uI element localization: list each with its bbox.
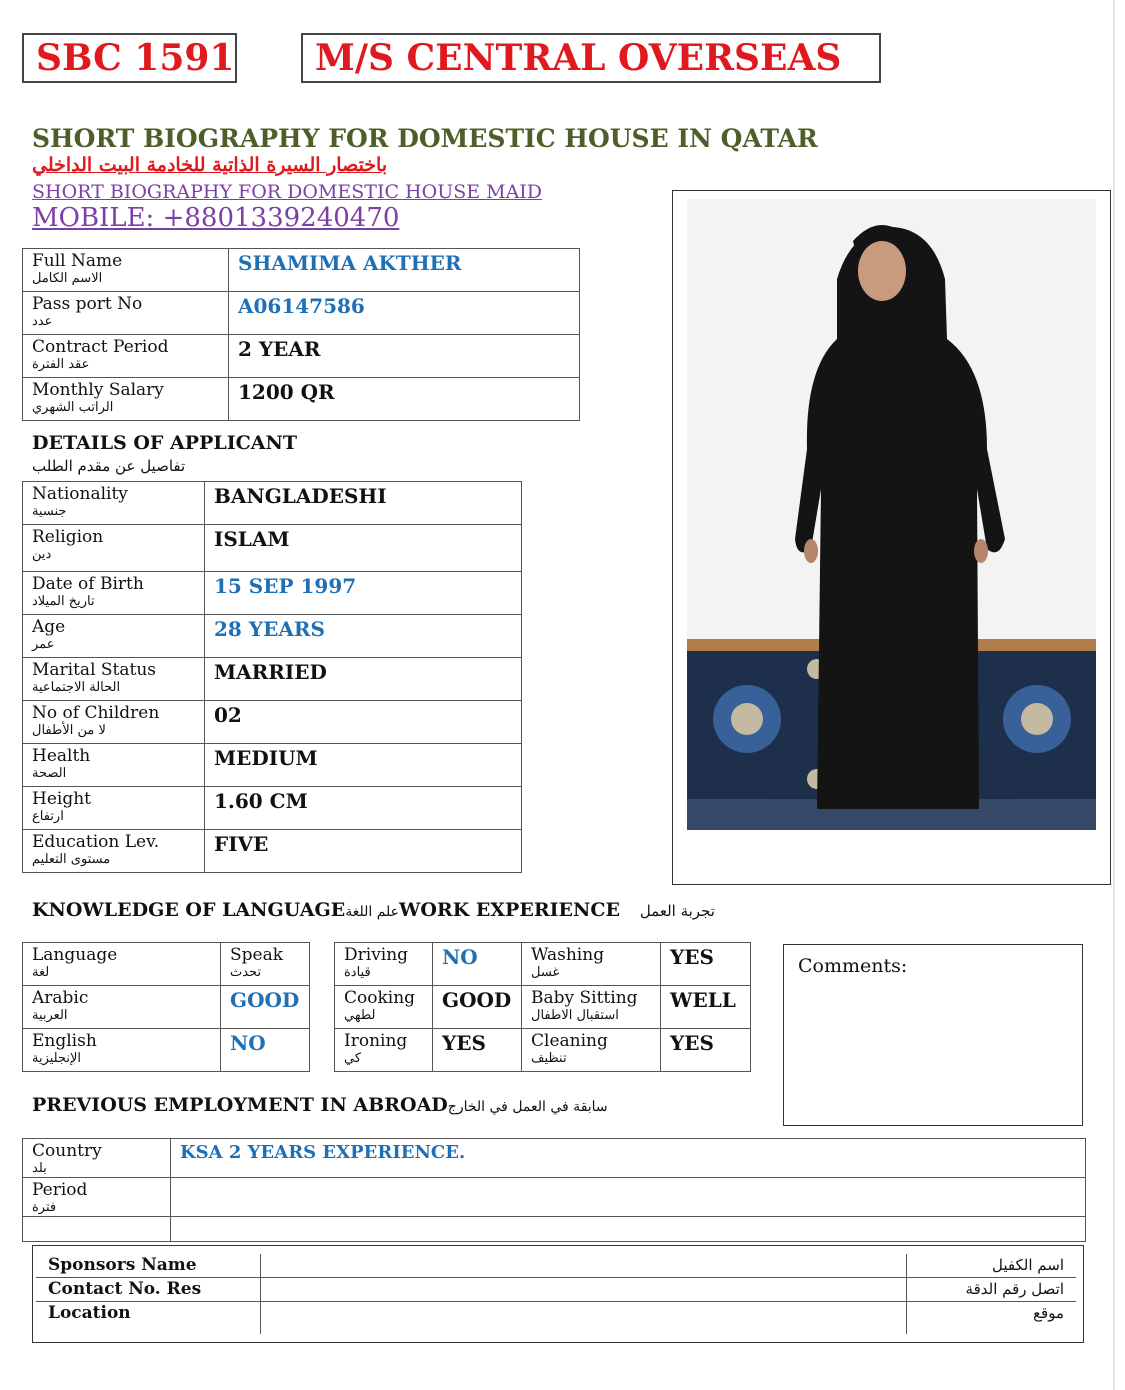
main-title: SHORT BIOGRAPHY FOR DOMESTIC HOUSE IN QATAR — [32, 124, 818, 153]
work-label-ar: لطهي — [344, 1008, 376, 1023]
field-label-ar: لا من الأطفال — [32, 723, 106, 738]
ironing-value: YES — [433, 1029, 522, 1072]
knowledge-heading-ar: علم اللغة — [345, 904, 400, 920]
language-header-ar: لغة — [32, 965, 50, 980]
contract-value: 2 YEAR — [229, 335, 580, 378]
full-name-value: SHAMIMA AKTHER — [229, 249, 580, 292]
washing-value: YES — [661, 943, 751, 986]
applicant-photo-frame — [672, 190, 1111, 885]
children-value: 02 — [205, 701, 522, 744]
field-label-ar: مستوى التعليم — [32, 852, 111, 867]
speak-header-ar: تحدث — [230, 965, 262, 980]
table-row — [23, 744, 522, 787]
mobile-number: MOBILE: +8801339240470 — [32, 203, 400, 233]
table-row — [23, 572, 522, 615]
field-label: Height — [32, 789, 91, 809]
previous-heading — [32, 1094, 608, 1116]
language-table — [22, 942, 310, 1072]
arabic-speak-value: GOOD — [221, 986, 310, 1029]
table-row — [23, 1139, 1086, 1178]
work-heading: WORK EXPERIENCE — [399, 899, 620, 921]
language-label: Arabic — [32, 988, 89, 1008]
table-row — [335, 943, 751, 986]
previous-heading-ar: سابقة في العمل في الخارج — [447, 1099, 608, 1115]
cooking-value: GOOD — [433, 986, 522, 1029]
religion-value: ISLAM — [205, 525, 522, 572]
table-row — [36, 1254, 1076, 1278]
language-label: English — [32, 1031, 97, 1051]
table-row — [335, 986, 751, 1029]
sponsor-label: Contact No. Res — [36, 1278, 260, 1302]
marital-value: MARRIED — [205, 658, 522, 701]
english-speak-value: NO — [221, 1029, 310, 1072]
prev-label-ar: فترة — [32, 1200, 57, 1215]
comments-box — [783, 944, 1083, 1126]
previous-table — [22, 1138, 1086, 1242]
table-row — [23, 1217, 1086, 1242]
details-heading: DETAILS OF APPLICANT — [32, 432, 297, 454]
comments-label: Comments: — [798, 955, 908, 977]
height-value: 1.60 CM — [205, 787, 522, 830]
work-label-ar: استقبال الاطفال — [531, 1008, 619, 1023]
table-row — [23, 787, 522, 830]
work-label: Baby Sitting — [531, 988, 638, 1008]
table-row — [36, 1302, 1076, 1334]
work-label: Driving — [344, 945, 409, 965]
field-label-ar: الحالة الاجتماعية — [32, 680, 121, 695]
previous-heading-text: PREVIOUS EMPLOYMENT IN ABROAD — [32, 1094, 448, 1116]
field-label-ar: الصحة — [32, 766, 67, 781]
arabic-title: باختصار السيرة الذاتية للخادمة البيت الداخلي — [32, 154, 388, 176]
field-label-ar: عمر — [32, 637, 55, 652]
table-row — [23, 292, 580, 335]
passport-value: A06147586 — [229, 292, 580, 335]
table-row — [23, 482, 522, 525]
summary-table — [22, 248, 580, 421]
sub-title: SHORT BIOGRAPHY FOR DOMESTIC HOUSE MAID — [32, 181, 543, 203]
dob-value: 15 SEP 1997 — [205, 572, 522, 615]
table-row — [23, 701, 522, 744]
table-row — [23, 249, 580, 292]
prev-label: Country — [32, 1141, 102, 1161]
details-heading-ar: تفاصيل عن مقدم الطلب — [32, 457, 186, 475]
details-table — [22, 481, 522, 873]
work-label: Ironing — [344, 1031, 408, 1051]
field-label-ar: تاريخ الميلاد — [32, 594, 95, 609]
field-label-ar: دين — [32, 547, 52, 562]
language-label-ar: الإنجليزية — [32, 1051, 82, 1066]
table-row — [23, 943, 310, 986]
table-row — [23, 1178, 1086, 1217]
field-label: Date of Birth — [32, 574, 144, 594]
driving-value: NO — [433, 943, 522, 986]
table-row — [23, 1029, 310, 1072]
sponsor-label: Location — [48, 1303, 131, 1323]
work-heading-ar: تجربة العمل — [639, 902, 715, 920]
sponsor-label-ar: موقع — [1033, 1304, 1064, 1322]
sponsor-label-ar: اسم الكفيل — [906, 1254, 1076, 1278]
field-label: Pass port No — [32, 294, 143, 314]
reference-code: SBC 1591 — [22, 33, 237, 83]
table-row — [335, 1029, 751, 1072]
table-row — [36, 1278, 1076, 1302]
age-value: 28 YEARS — [205, 615, 522, 658]
work-label-ar: كي — [344, 1051, 362, 1066]
work-label: Cleaning — [531, 1031, 608, 1051]
field-label-ar: عدد — [32, 314, 53, 329]
sponsor-label-ar: اتصل رقم الدقة — [906, 1278, 1076, 1302]
salary-value: 1200 QR — [229, 378, 580, 421]
language-header: Language — [32, 945, 118, 965]
table-row — [23, 615, 522, 658]
field-label: Health — [32, 746, 91, 766]
field-label: Age — [32, 617, 66, 637]
field-label-ar: ارتفاع — [32, 809, 64, 824]
field-label: Religion — [32, 527, 104, 547]
table-row — [23, 378, 580, 421]
country-value: KSA 2 YEARS EXPERIENCE. — [171, 1139, 1086, 1178]
field-label-ar: الاسم الكامل — [32, 271, 103, 286]
work-label: Washing — [531, 945, 605, 965]
sponsor-label: Sponsors Name — [36, 1254, 260, 1278]
field-label: Education Lev. — [32, 832, 160, 852]
health-value: MEDIUM — [205, 744, 522, 787]
field-label-ar: الراتب الشهري — [32, 400, 114, 415]
field-label: Monthly Salary — [32, 380, 164, 400]
applicant-photo — [687, 199, 1096, 830]
period-value — [171, 1178, 1086, 1217]
field-label: Full Name — [32, 251, 123, 271]
table-row — [23, 525, 522, 572]
work-label-ar: تنظيف — [531, 1051, 567, 1066]
prev-label-ar: بلد — [32, 1161, 47, 1176]
lang-work-heading — [32, 899, 715, 921]
table-row — [23, 658, 522, 701]
field-label: No of Children — [32, 703, 160, 723]
cleaning-value: YES — [661, 1029, 751, 1072]
sponsor-table — [36, 1254, 1076, 1334]
field-label-ar: عقد الفترة — [32, 357, 90, 372]
field-label: Marital Status — [32, 660, 157, 680]
language-label-ar: العربية — [32, 1008, 68, 1023]
knowledge-heading: KNOWLEDGE OF LANGUAGE — [32, 899, 346, 921]
page-edge — [1113, 0, 1115, 1390]
agency-name: M/S CENTRAL OVERSEAS — [301, 33, 881, 83]
education-value: FIVE — [205, 830, 522, 873]
table-row — [23, 986, 310, 1029]
field-label: Nationality — [32, 484, 128, 504]
work-label-ar: قيادة — [344, 965, 371, 980]
table-row — [23, 830, 522, 873]
work-label: Cooking — [344, 988, 416, 1008]
prev-label: Period — [32, 1180, 88, 1200]
sponsor-block — [32, 1245, 1084, 1343]
work-table — [334, 942, 751, 1072]
baby-sitting-value: WELL — [661, 986, 751, 1029]
field-label-ar: جنسية — [32, 504, 67, 519]
speak-header: Speak — [230, 945, 284, 965]
field-label: Contract Period — [32, 337, 169, 357]
table-row — [23, 335, 580, 378]
work-label-ar: غسل — [531, 965, 560, 980]
nationality-value: BANGLADESHI — [205, 482, 522, 525]
